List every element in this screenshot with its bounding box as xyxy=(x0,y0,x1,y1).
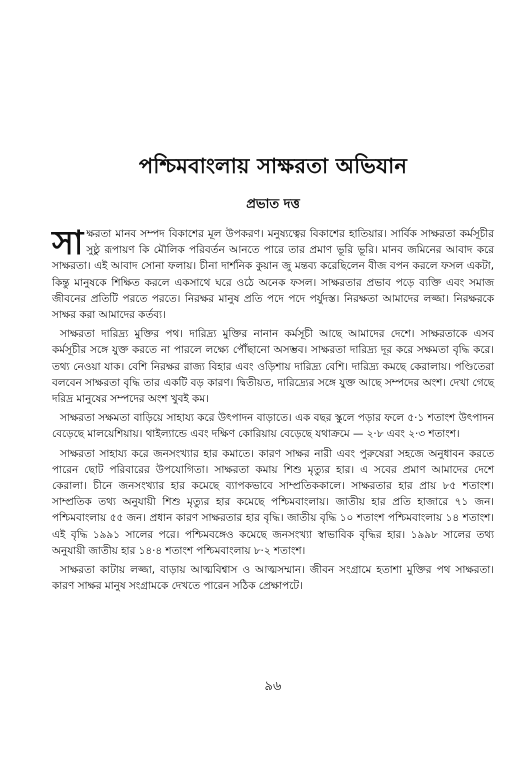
paragraph-5: সাক্ষরতা কাটায় লজ্জা, বাড়ায় আত্মবিশ্বাস ও আত্মসম্মান। জীবন সংগ্রামে হতাশা মুক্তির পথ সাক্ষরতা। কারণ সাক্ষর মানুষ সংগ্রামকে দেখতে পারেন সঠিক প্রেক্ষাপটে। xyxy=(52,564,494,593)
paragraph-3: সাক্ষরতা সক্ষমতা বাড়িয়ে সাহায্য করে উৎপাদন বাড়াতে। এক বছর স্কুলে পড়ার ফলে ৫·১ শতাংশ উৎপাদন বেড়েছে মালয়েশিয়ায়। থাইল্যান্ডে এবং দক্ষিণ কোরিয়ায় বেড়েছে যথাক্রমে — ২·৮ এবং ২·৩ শতাংশ। xyxy=(52,412,494,441)
page-number: ৯৬ xyxy=(264,679,282,694)
article-body xyxy=(52,223,494,597)
book-page xyxy=(52,0,494,766)
paragraph-1 xyxy=(52,223,494,323)
author-name: প্রভাত দত্ত xyxy=(246,197,300,212)
chapter-title: পশ্চিমবাংলায় সাক্ষরতা অভিযান xyxy=(138,154,408,178)
drop-cap: সা xyxy=(52,223,84,262)
paragraph-2: সাক্ষরতা দারিদ্র্য মুক্তির পথ। দারিদ্র্য মুক্তির নানান কর্মসূচী আছে আমাদের দেশে। সাক্ষরতাকে এসব কর্মসূচীর সঙ্গে যুক্ত করতে না পারলে লক্ষ্যে পৌঁছানো অসম্ভব। সাক্ষরতা দারিদ্র্য দূর করে সক্ষমতা বৃদ্ধি করে। তথ্য নেওয়া যাক। বেশি নিরক্ষর রাজ্য বিহার এবং ওড়িশায় দারিদ্র্য বেশি। দারিদ্র্য কমছে কেরালায়। পণ্ডিতেরা বলবেন সাক্ষরতা বৃদ্ধি তার একটি বড় কারণ। দ্বিতীয়ত, দারিদ্র্যের সঙ্গে যুক্ত আছে সম্পদের অংশ। দেখা গেছে দরিদ্র মানুষের সম্পদের অংশ খুবই কম। xyxy=(52,328,494,406)
paragraph-4: সাক্ষরতা সাহায্য করে জনসংখ্যার হার কমাতে। কারণ সাক্ষর নারী এবং পুরুষেরা সহজে অনুধাবন করতে পারেন ছোট পরিবারের উপযোগিতা। সাক্ষরতা কমায় শিশু মৃত্যুর হার। এ সবের প্রমাণ আমাদের দেশে কেরালা। চীনে জনসংখ্যার হার কমেছে ব্যাপকভাবে সাম্প্রতিককালে। সাক্ষরতার হার প্রায় ৮৫ শতাংশ। সাম্প্রতিক তথ্য অনুযায়ী শিশু মৃত্যুর হার কমেছে পশ্চিমবাংলায়। জাতীয় হার প্রতি হাজারে ৭১ জন। পশ্চিমবাংলায় ৫৫ জন। প্রধান কারণ সাক্ষরতার হার বৃদ্ধি। জাতীয় বৃদ্ধি ১০ শতাংশ পশ্চিমবাংলায় ১৪ শতাংশ। এই বৃদ্ধি ১৯৯১ সালের পরে। পশ্চিমবঙ্গেও কমেছে জনসংখ্যা স্বাভাবিক বৃদ্ধির হার। ১৯৯৮ সালের তথ্য অনুযায়ী জাতীয় হার ১৪·৪ শতাংশ পশ্চিমবাংলায় ৮·২ শতাংশ। xyxy=(52,447,494,557)
paragraph-1-text: ক্ষরতা মানব সম্পদ বিকাশের মূল উপকরণ। মনুষ্যত্বের বিকাশের হাতিয়ার। সার্বিক সাক্ষরতা কর্মসূচীর সুষ্ঠু রূপায়ণ কি মৌলিক পরিবর্তন আনতে পারে তার প্রমাণ ভূরি ভূরি। মানব জমিনের আবাদ করে সাক্ষরতা। এই আবাদ সোনা ফলায়। চীনা দার্শনিক কুয়ান জু মন্তব্য করেছিলেন বীজ বপন করলে ফসল একটা, কিন্তু মানুষকে শিক্ষিত করলে একসাথে ঘরে ওঠে অনেক ফসল। সাক্ষরতার প্রভাব পড়ে ব্যক্তি এবং সমাজ জীবনের প্রতিটি পরতে পরতে। নিরক্ষর মানুষ প্রতি পদে পদে পর্যুদস্ত। নিরক্ষতা আমাদের লজ্জা। নিরক্ষরকে সাক্ষর করা আমাদের কর্তব্য। xyxy=(52,228,494,322)
